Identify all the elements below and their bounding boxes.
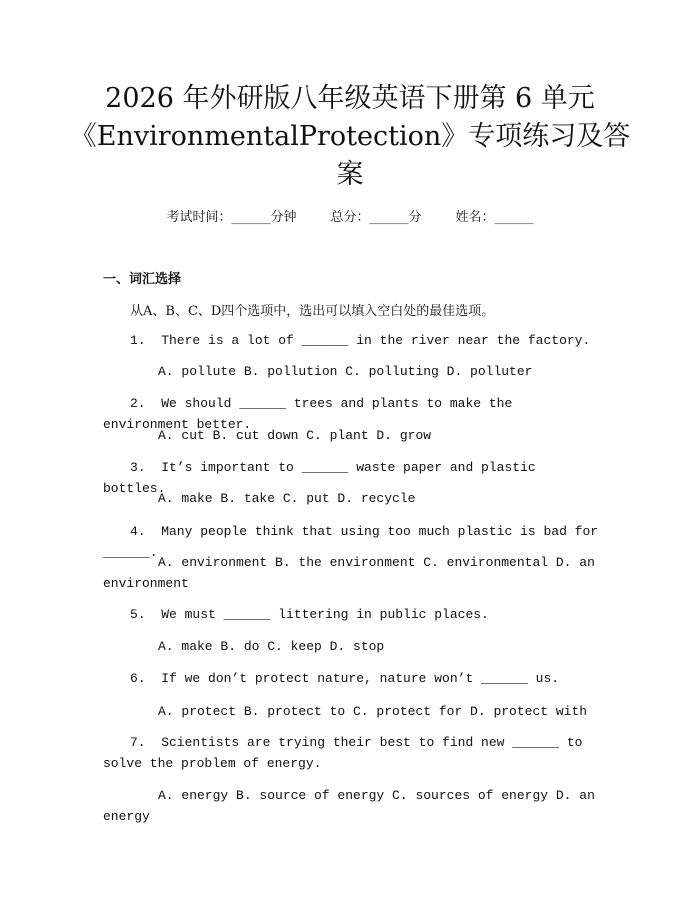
- title-line-3: 案: [336, 159, 364, 190]
- question-7: 7. Scientists are trying their best to find new ______ to solve the problem of energy.: [103, 735, 591, 771]
- question-1: 1. There is a lot of ______ in the river near the factory.: [130, 333, 591, 348]
- exam-name-label: 姓名：______: [455, 210, 534, 225]
- question-1-options: A. pollute B. pollution C. polluting D. polluter: [158, 364, 533, 379]
- question-6-options: A. protect B. protect to C. protect for D. protect with: [158, 704, 588, 719]
- question-2-options: A. cut B. cut down C. plant D. grow: [158, 428, 432, 443]
- section-heading: 一、词汇选择: [103, 272, 182, 287]
- question-5: 5. We must ______ littering in public places.: [130, 607, 489, 622]
- question-3-options: A. make B. take C. put D. recycle: [158, 491, 416, 506]
- exam-meta: [0, 206, 700, 225]
- question-4-options: A. environment B. the environment C. environmental D. an environment: [103, 555, 603, 591]
- exam-time-label: 考试时间：______分钟: [166, 210, 297, 225]
- question-5-options: A. make B. do C. keep D. stop: [158, 639, 385, 654]
- question-6: 6. If we don’t protect nature, nature won’t ______ us.: [130, 671, 560, 686]
- question-7-options: A. energy B. source of energy C. sources of energy D. an energy: [103, 788, 603, 824]
- question-3: 3. It’s important to ______ waste paper and plastic bottles.: [103, 460, 544, 496]
- exam-score-label: 总分：______分: [330, 210, 422, 225]
- page-title: [40, 80, 660, 194]
- section-instruction: 从A、B、C、D四个选项中，选出可以填入空白处的最佳选项。: [130, 304, 495, 319]
- question-4: 4. Many people think that using too much plastic is bad for ______.: [103, 524, 606, 560]
- title-line-1: 2026 年外研版八年级英语下册第 6 单元: [105, 83, 595, 114]
- question-2: 2. We should ______ trees and plants to make the environment better.: [103, 396, 521, 432]
- title-line-2: 《EnvironmentalProtection》专项练习及答: [69, 121, 631, 152]
